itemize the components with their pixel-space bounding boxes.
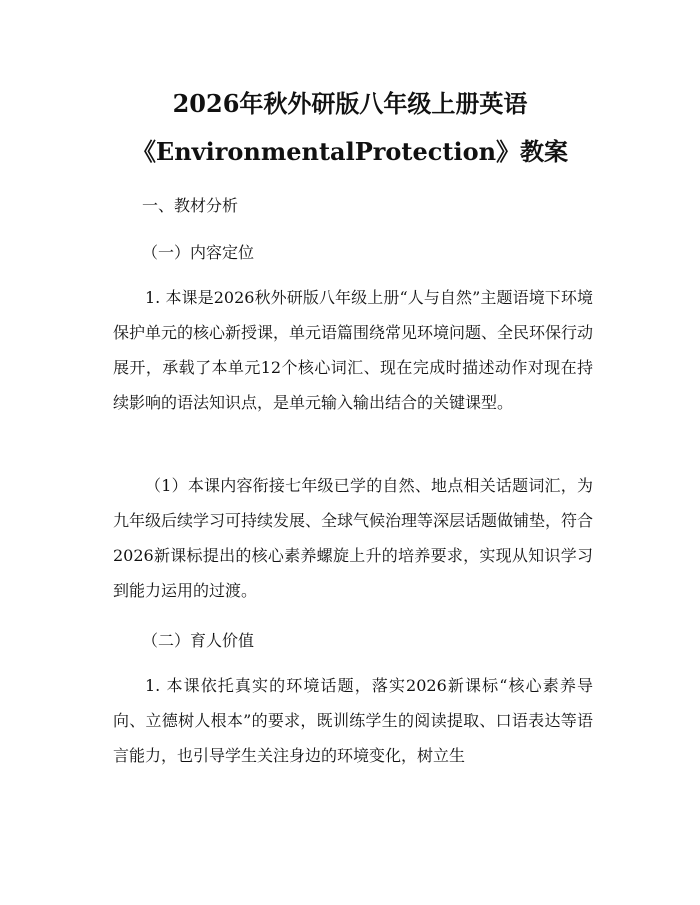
- subsection-heading-educational-value: （二）育人价值: [142, 631, 255, 650]
- document-title-line-2: 《EnvironmentalProtection》教案: [131, 137, 569, 166]
- section-heading-textbook-analysis: 一、教材分析: [142, 196, 239, 215]
- paragraph-content-positioning-2: （1）本课内容衔接七年级已学的自然、地点相关话题词汇，为九年级后续学习可持续发展、全球气候治理等深层话题做铺垫，符合2026新课标提出的核心素养螺旋上升的培养要求，实现从知识学习到能力运用的过渡。: [113, 476, 594, 600]
- document-title-line-1: 2026年秋外研版八年级上册英语: [172, 89, 528, 118]
- paragraph-content-positioning-1: 1. 本课是2026秋外研版八年级上册“人与自然”主题语境下环境保护单元的核心新授课，单元语篇围绕常见环境问题、全民环保行动展开，承载了本单元12个核心词汇、现在完成时描述动作对现在持续影响的语法知识点，是单元输入输出结合的关键课型。: [113, 288, 594, 412]
- subsection-heading-content-positioning: （一）内容定位: [142, 243, 255, 262]
- paragraph-educational-value-1: 1. 本课依托真实的环境话题，落实2026新课标“核心素养导向、立德树人根本”的要求，既训练学生的阅读提取、口语表达等语言能力，也引导学生关注身边的环境变化，树立生: [113, 676, 593, 765]
